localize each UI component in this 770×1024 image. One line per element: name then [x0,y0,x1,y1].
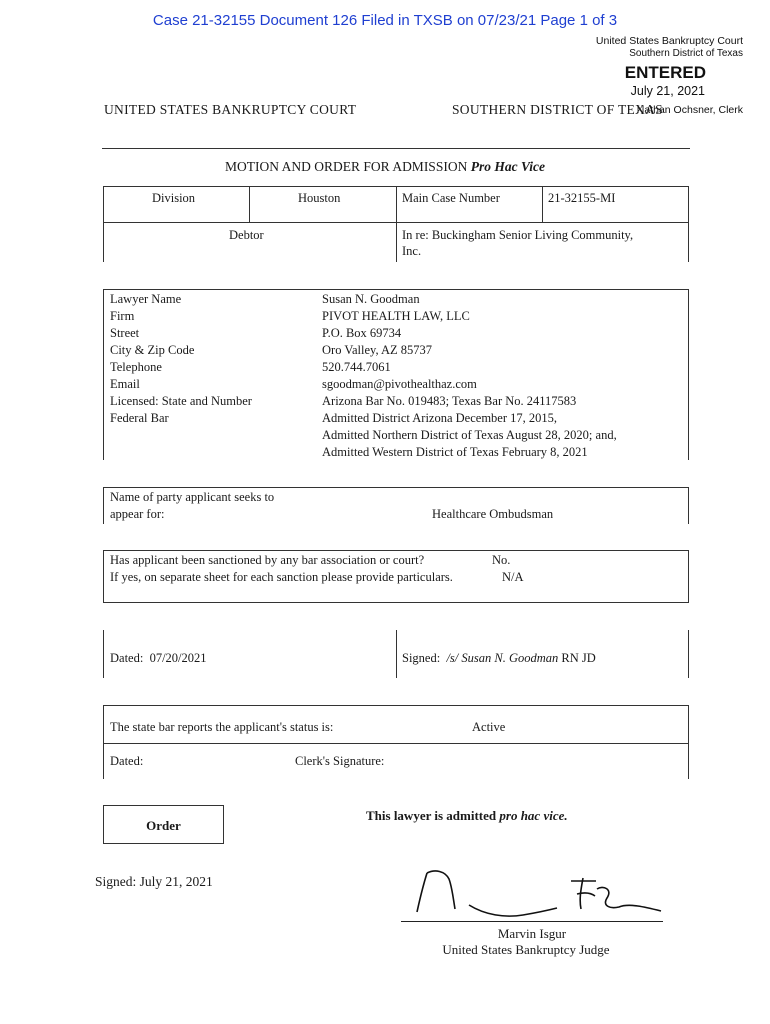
judge-signature [405,865,670,925]
lawyer-label: City & Zip Code [110,343,195,357]
party-value: Healthcare Ombudsman [432,507,554,521]
title-plain: MOTION AND ORDER FOR ADMISSION [225,159,471,174]
state-bar-divider [103,743,689,744]
state-bar-status: Active [472,720,506,734]
stamp-entered: ENTERED [624,63,706,82]
lawyer-value: Oro Valley, AZ 85737 [322,343,433,357]
title-italic: Pro Hac Vice [470,159,545,174]
page-title [0,159,770,175]
main-case-label: Main Case Number [402,191,500,205]
lawyer-label: Federal Bar [110,411,169,425]
in-re-line-1: In re: Buckingham Senior Living Community, [402,228,634,242]
applicant-signature: /s/ Susan N. Goodman [446,651,559,665]
applicant-signed [402,651,596,666]
lawyer-label: Telephone [110,360,162,374]
lawyer-label: Lawyer Name [110,292,182,306]
applicant-dated [110,651,207,666]
applicant-signed-label: Signed: [402,651,441,665]
clerk-signature-label: Clerk's Signature: [295,754,385,768]
sanction-particulars-answer: N/A [502,570,524,584]
heading-rule [102,148,690,149]
sanction-particulars: If yes, on separate sheet for each sanction please provide particulars. [110,570,453,584]
sign-row-right [688,630,689,678]
division-label: Division [152,191,196,205]
admitted-plain: This lawyer is admitted [366,808,500,823]
state-bar-line: The state bar reports the applicant's status is: [110,720,334,734]
lawyer-label: Firm [110,309,135,323]
admitted-text [366,808,568,824]
party-label-2: appear for: [110,507,165,521]
lawyer-label: Email [110,377,140,391]
lawyer-values [322,292,617,462]
stamp-date: July 21, 2021 [630,84,705,98]
stamp-district: Southern District of Texas [629,48,743,59]
case-divider-3 [542,186,543,222]
sanction-question: Has applicant been sanctioned by any bar association or court? [110,553,425,567]
court-name: UNITED STATES BANKRUPTCY COURT [104,102,357,117]
lawyer-value: Admitted District Arizona December 17, 2015, [322,411,558,425]
debtor-label: Debtor [229,228,264,242]
party-label-1: Name of party applicant seeks to [110,490,275,504]
sanction-answer: No. [492,553,511,567]
court-district: SOUTHERN DISTRICT OF TEXAS [452,102,663,117]
division-value: Houston [298,191,341,205]
signature-line [401,921,663,922]
lawyer-label: Street [110,326,140,340]
lawyer-value: Admitted Western District of Texas February 8, 2021 [322,445,588,459]
lawyer-value: PIVOT HEALTH LAW, LLC [322,309,470,323]
state-bar-box [103,705,689,779]
lawyer-value: 520.744.7061 [322,360,391,374]
sign-row-mid [396,630,397,678]
in-re-line-2: Inc. [402,244,422,258]
stamp-court: United States Bankruptcy Court [595,35,743,47]
admitted-italic: pro hac vice. [499,808,568,823]
case-divider-1 [249,186,250,222]
applicant-dated-value: 07/20/2021 [149,651,207,665]
judge-title: United States Bankruptcy Judge [442,942,610,957]
applicant-signature-suffix: RN JD [561,651,596,665]
filing-banner: Case 21-32155 Document 126 Filed in TXSB on 07/23/21 Page 1 of 3 [152,12,618,29]
applicant-dated-label: Dated: [110,651,144,665]
lawyer-value: Arizona Bar No. 019483; Texas Bar No. 24117583 [322,394,577,408]
stamp-clerk: Nathan Ochsner, Clerk [636,104,743,116]
lawyer-label: Licensed: State and Number [110,394,252,408]
lawyer-value: P.O. Box 69734 [322,326,402,340]
lawyer-value: Admitted Northern District of Texas August 28, 2020; and, [322,428,617,442]
sign-row-left [103,630,104,678]
signed-date: Signed: July 21, 2021 [95,874,213,889]
lawyer-value: Susan N. Goodman [322,292,420,306]
order-box: Order [103,805,224,844]
main-case-value: 21-32155-MI [548,191,616,205]
lawyer-value: sgoodman@pivothealthaz.com [322,377,477,391]
state-bar-dated-label: Dated: [110,754,144,768]
judge-name: Marvin Isgur [497,926,567,941]
case-divider-2 [396,186,397,262]
lawyer-labels [110,292,252,428]
